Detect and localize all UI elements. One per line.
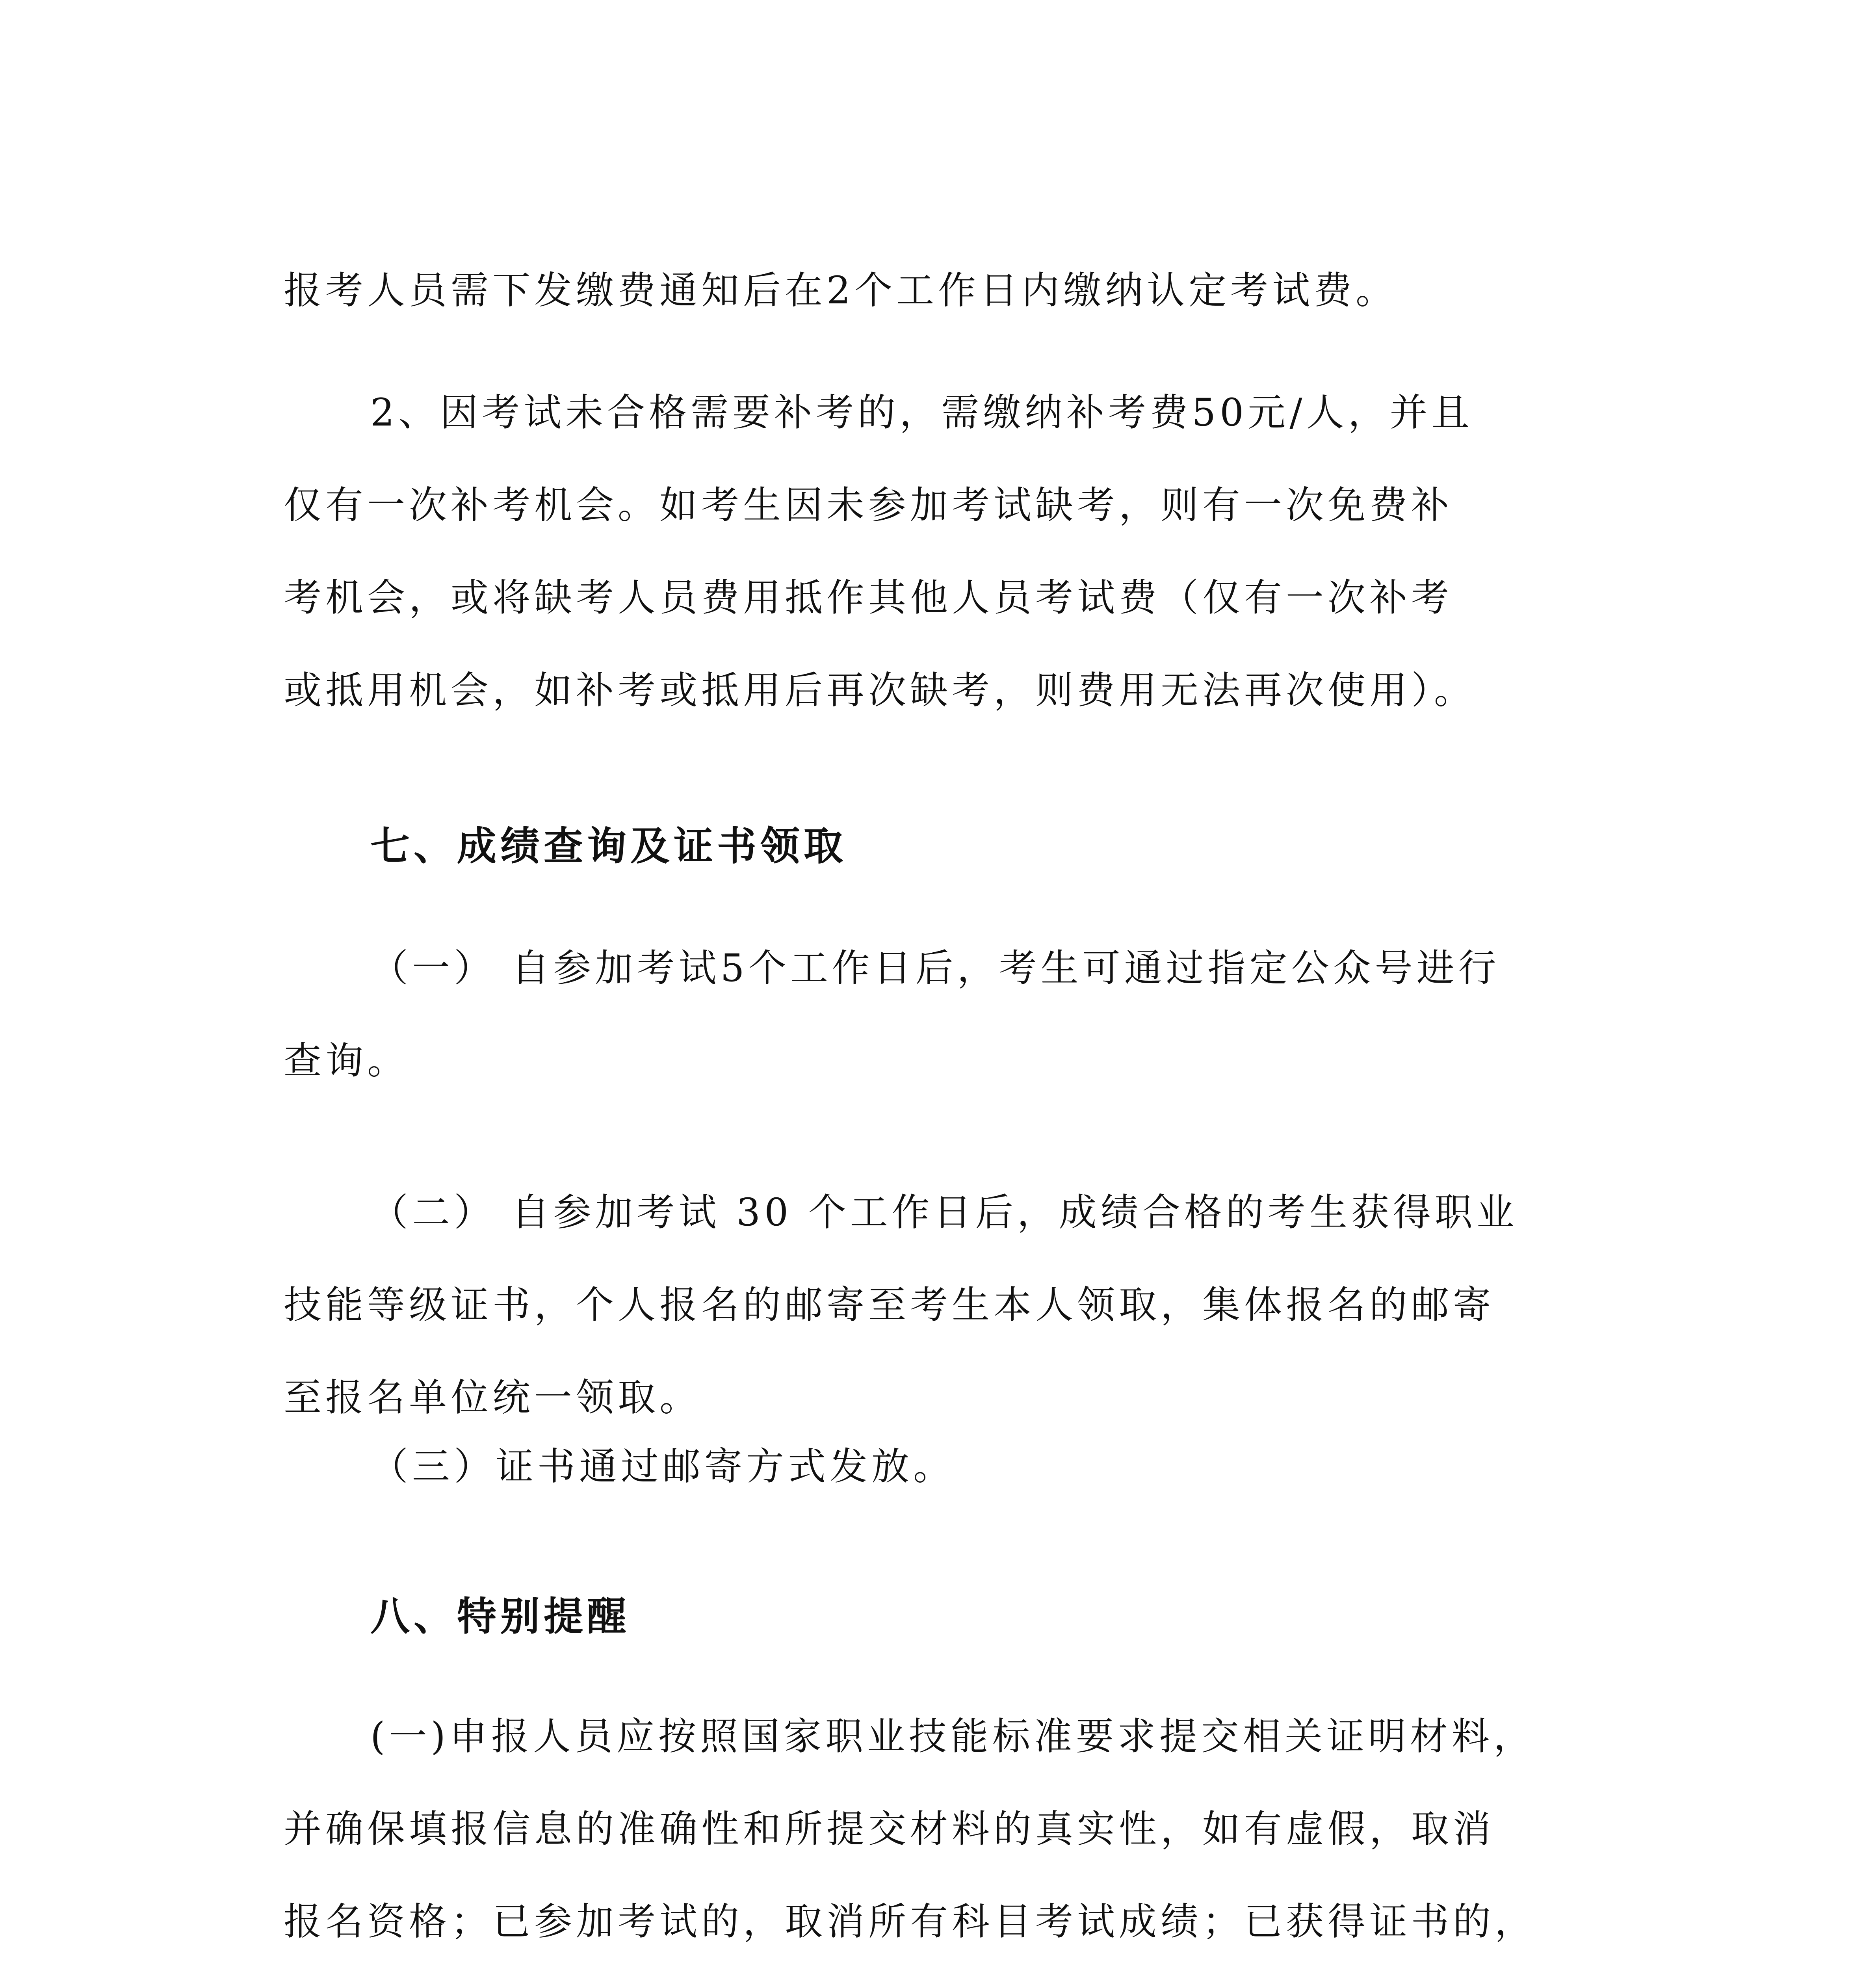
paragraph-certificate-delivery (284, 1420, 1596, 1513)
section-title: 八、特别提醒 (370, 1593, 630, 1639)
section-heading-7 (284, 800, 1596, 892)
paragraph-retake-fee (284, 366, 1596, 737)
text-line: 报名资格；已参加考试的，取消所有科目考试成绩；已获得证书的， (284, 1899, 1536, 1944)
text-line: 并确保填报信息的准确性和所提交材料的真实性，如有虚假，取消 (284, 1807, 1495, 1851)
section-heading-8 (284, 1570, 1596, 1663)
text-line: 技能等级证书，个人报名的邮寄至考生本人领取，集体报名的邮寄 (284, 1283, 1495, 1327)
paragraph-certificate-mailing (284, 1166, 1596, 1444)
paragraph-fee-deadline (284, 244, 1596, 337)
text-line: 考机会，或将缺考人员费用抵作其他人员考试费（仅有一次补考 (284, 576, 1453, 620)
text-line: 2、因考试未合格需要补考的，需缴纳补考费50元/人，并且 (370, 390, 1473, 435)
paragraph-score-query (284, 922, 1596, 1107)
text-line: 至报名单位统一领取。 (284, 1375, 701, 1420)
text-line: （一） 自参加考试5个工作日后，考生可通过指定公众号进行 (370, 946, 1500, 990)
text-line: （三）证书通过邮寄方式发放。 (370, 1444, 955, 1489)
text-line: （二） 自参加考试 30 个工作日后，成绩合格的考生获得职业 (370, 1190, 1518, 1234)
text-line: 或抵用机会，如补考或抵用后再次缺考，则费用无法再次使用）。 (284, 668, 1476, 712)
text-line: (一)申报人员应按照国家职业技能标准要求提交相关证明材料， (370, 1714, 1535, 1758)
text-line: 查询。 (284, 1039, 409, 1083)
paragraph-material-authenticity (284, 1690, 1596, 1970)
text-line: 仅有一次补考机会。如考生因未参加考试缺考，则有一次免费补 (284, 483, 1453, 527)
text-line (284, 1968, 1596, 1970)
text-line: 报考人员需下发缴费通知后在2个工作日内缴纳认定考试费。 (284, 268, 1398, 312)
section-title: 七、成绩查询及证书领取 (370, 823, 847, 869)
